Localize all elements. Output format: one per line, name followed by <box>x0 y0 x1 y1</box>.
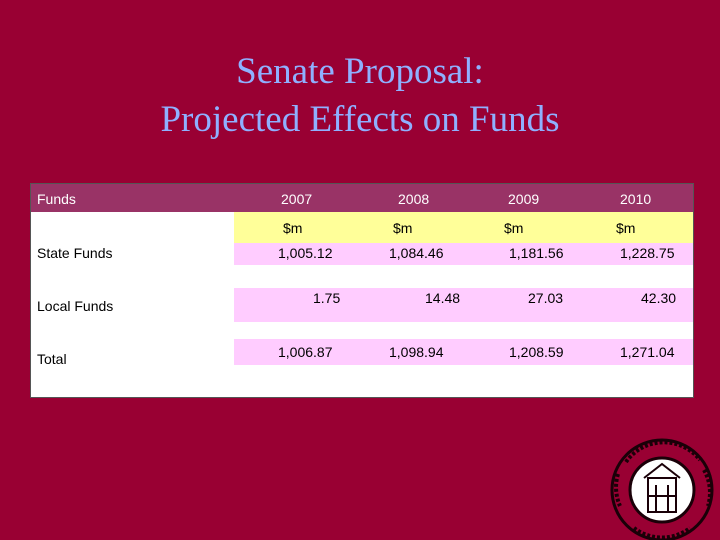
year-header: 2008 <box>398 191 430 207</box>
header-row <box>31 184 693 212</box>
table-cell: 1,208.59 <box>509 344 564 360</box>
association-seal-icon <box>604 430 716 540</box>
table-cell: 1,005.12 <box>278 245 333 261</box>
title-line-1: Senate Proposal: <box>236 51 484 92</box>
funds-table <box>30 183 694 398</box>
unit-label: $m <box>504 220 524 236</box>
row-label-local-funds: Local Funds <box>37 298 114 314</box>
year-header: 2007 <box>281 191 313 207</box>
funds-header-label: Funds <box>37 191 76 207</box>
table-cell: 1,084.46 <box>389 245 444 261</box>
unit-label: $m <box>283 220 303 236</box>
row-label-total: Total <box>37 351 67 367</box>
unit-label: $m <box>616 220 636 236</box>
table-cell: 1,181.56 <box>509 245 564 261</box>
title-line-2: Projected Effects on Funds <box>160 99 560 140</box>
table-cell: 42.30 <box>641 290 677 306</box>
table-cell: 27.03 <box>528 290 564 306</box>
unit-row-blank-cell <box>31 212 234 243</box>
table-cell: 1,006.87 <box>278 344 333 360</box>
table-cell: 1,098.94 <box>389 344 444 360</box>
table-cell: 1.75 <box>313 290 341 306</box>
table-cell: 1,271.04 <box>620 344 675 360</box>
table-cell: 14.48 <box>425 290 461 306</box>
value-fill <box>234 288 693 322</box>
slide-title <box>0 48 720 144</box>
year-header: 2010 <box>620 191 652 207</box>
table-cell: 1,228.75 <box>620 245 675 261</box>
row-label-state-funds: State Funds <box>37 245 113 261</box>
year-header: 2009 <box>508 191 540 207</box>
unit-label: $m <box>393 220 413 236</box>
